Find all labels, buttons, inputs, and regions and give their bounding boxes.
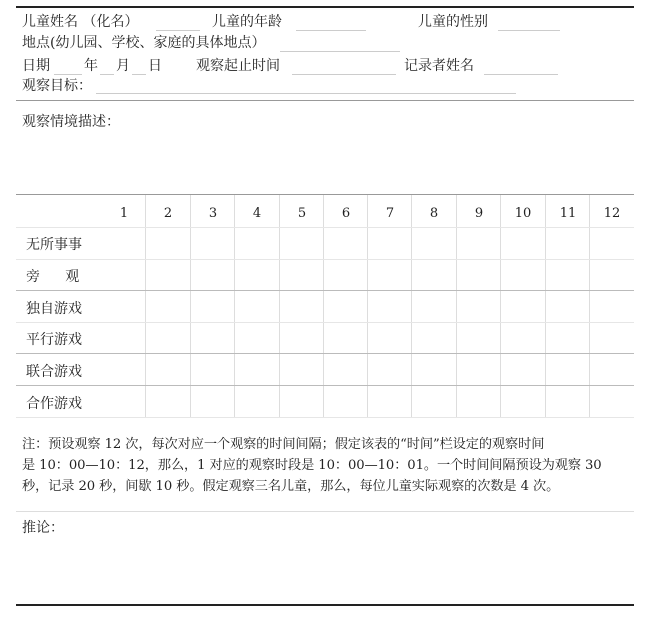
divider bbox=[16, 100, 634, 101]
column-header: 1 bbox=[119, 206, 129, 221]
child-gender-label: 儿童的性别 bbox=[418, 14, 488, 30]
date-label: 日期 bbox=[22, 58, 50, 74]
month-blank[interactable] bbox=[100, 74, 114, 75]
child-name-blank[interactable] bbox=[156, 30, 200, 31]
note-line: 是 10：00—10：12，那么，1 对应的观察时段是 10：00—10：01。一个时间间隔预设为观察 30 bbox=[22, 458, 602, 473]
row-label: 平行游戏 bbox=[26, 332, 82, 348]
observation-form bbox=[16, 6, 634, 606]
situation-label: 观察情境描述： bbox=[22, 114, 120, 130]
column-header: 11 bbox=[559, 206, 577, 221]
obs-time-blank[interactable] bbox=[292, 74, 396, 75]
goal-label: 观察目标： bbox=[22, 78, 92, 94]
column-header: 6 bbox=[341, 206, 351, 221]
column-header: 8 bbox=[429, 206, 439, 221]
conclusion-label: 推论： bbox=[22, 520, 64, 536]
child-age-label: 儿童的年龄 bbox=[212, 14, 282, 30]
recorder-label: 记录者姓名 bbox=[404, 58, 474, 74]
column-header: 10 bbox=[514, 206, 532, 221]
divider bbox=[16, 194, 634, 195]
child-age-blank[interactable] bbox=[296, 30, 366, 31]
column-header: 2 bbox=[163, 206, 173, 221]
divider bbox=[16, 511, 634, 512]
row-label: 旁观 bbox=[26, 269, 105, 285]
note-line: 秒，记录 20 秒，间歇 10 秒。假定观察三名儿童，那么，每位儿童实际观察的次数是 4 次。 bbox=[22, 479, 560, 494]
column-header: 5 bbox=[297, 206, 307, 221]
column-header: 9 bbox=[474, 206, 484, 221]
top-rule bbox=[16, 6, 634, 8]
column-header: 12 bbox=[603, 206, 621, 221]
recorder-blank[interactable] bbox=[484, 74, 558, 75]
row-label: 合作游戏 bbox=[26, 396, 82, 412]
location-label: 地点(幼儿园、学校、家庭的具体地点） bbox=[22, 35, 266, 51]
year-blank[interactable] bbox=[54, 74, 82, 75]
row-label: 无所事事 bbox=[26, 237, 82, 253]
day-label: 日 bbox=[148, 58, 162, 74]
note-line: 注：预设观察 12 次，每次对应一个观察的时间间隔；假定该表的“时间”栏设定的观察时间 bbox=[22, 437, 545, 452]
location-blank[interactable] bbox=[280, 51, 400, 52]
obs-time-label: 观察起止时间 bbox=[196, 58, 280, 74]
column-header: 4 bbox=[252, 206, 262, 221]
row-label: 独自游戏 bbox=[26, 301, 82, 317]
bottom-rule bbox=[16, 604, 634, 606]
column-header: 7 bbox=[385, 206, 395, 221]
child-name-label: 儿童姓名 （化名） bbox=[22, 14, 139, 30]
column-header: 3 bbox=[208, 206, 218, 221]
row-label: 联合游戏 bbox=[26, 364, 82, 380]
child-gender-blank[interactable] bbox=[498, 30, 560, 31]
month-label: 月 bbox=[116, 58, 130, 74]
year-label: 年 bbox=[84, 58, 98, 74]
note-text bbox=[22, 434, 628, 497]
day-blank[interactable] bbox=[132, 74, 146, 75]
goal-blank[interactable] bbox=[96, 93, 516, 94]
